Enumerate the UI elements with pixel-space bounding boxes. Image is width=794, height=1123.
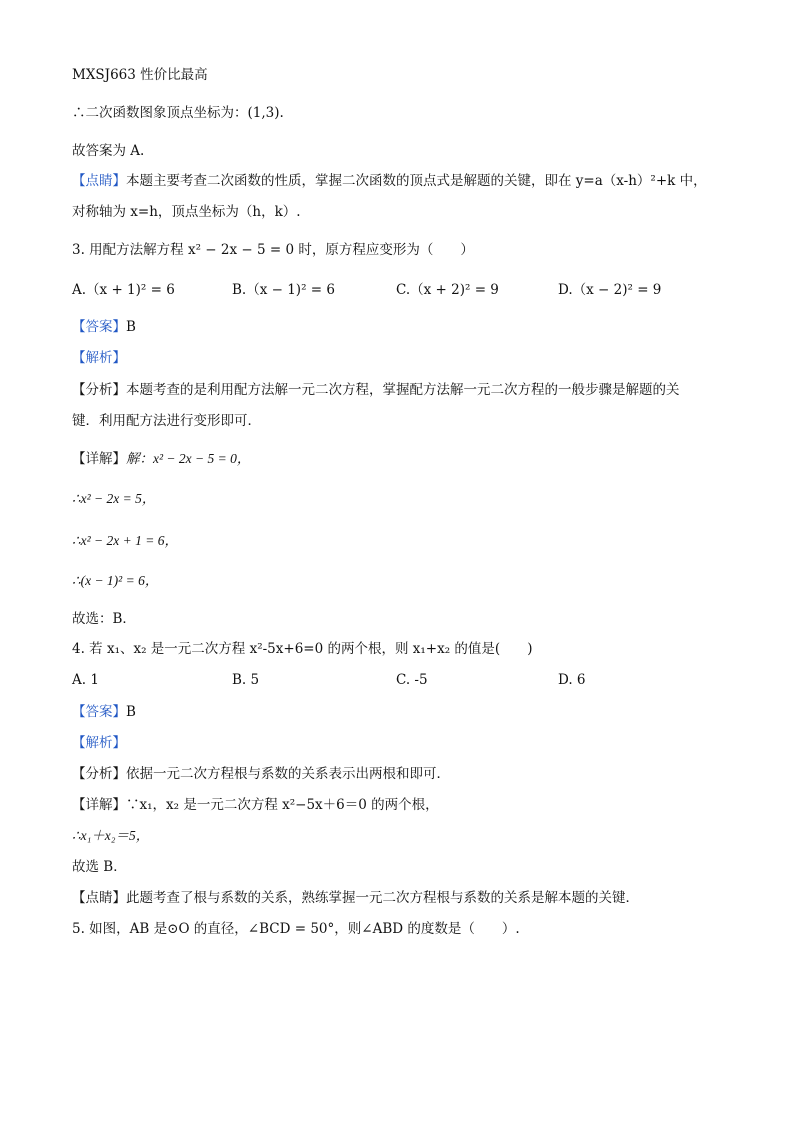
question-4-stem: 4. 若 x₁、x₂ 是一元二次方程 x²-5x+6=0 的两个根，则 x₁+x₂ 的值是( ) bbox=[72, 641, 533, 657]
q3-fenxi-continued: 键．利用配方法进行变形即可． bbox=[72, 413, 261, 429]
q3-step-1: ∴x² − 2x = 5， bbox=[72, 491, 156, 506]
q3-detail-text: 解：x² − 2x − 5 = 0， bbox=[126, 451, 251, 466]
q4-analysis bbox=[72, 734, 126, 752]
q3-step-2: ∴x² − 2x + 1 = 6， bbox=[72, 533, 178, 548]
q3-fenxi bbox=[72, 381, 680, 399]
question-5-stem: 5. 如图，AB 是⊙O 的直径，∠BCD = 50°，则∠ABD 的度数是（ ）. bbox=[72, 921, 520, 937]
q3-option-b: B.（x − 1)² = 6 bbox=[232, 282, 335, 298]
dianjing-continued: 对称轴为 x=h，顶点坐标为（h，k）. bbox=[72, 204, 301, 220]
q4-dianjing bbox=[72, 889, 639, 907]
q3-option-c: C.（x + 2)² = 9 bbox=[396, 282, 499, 298]
q3-analysis bbox=[72, 349, 126, 367]
question-3-stem: 3. 用配方法解方程 x² − 2x − 5 = 0 时，原方程应变形为（ ） bbox=[72, 242, 474, 258]
q3-choose: 故选：B． bbox=[72, 611, 136, 627]
q4-detail-text: ∵x₁，x₂ 是一元二次方程 x²−5x＋6＝0 的两个根， bbox=[126, 797, 439, 813]
q3-answer-tag: 【答案】 bbox=[72, 319, 126, 335]
q4-option-b: B. 5 bbox=[232, 672, 260, 688]
q4-option-d: D. 6 bbox=[558, 672, 586, 688]
q3-fenxi-text: 本题考查的是利用配方法解一元二次方程，掌握配方法解一元二次方程的一般步骤是解题的关 bbox=[126, 382, 680, 398]
q3-answer bbox=[72, 318, 136, 336]
q4-option-a: A. 1 bbox=[72, 672, 99, 688]
q4-step-1: ∴x₁＋x₂＝5， bbox=[72, 828, 150, 843]
q4-fenxi bbox=[72, 765, 450, 783]
q3-analysis-tag: 【解析】 bbox=[72, 350, 126, 366]
dianjing-tag: 【点睛】 bbox=[72, 173, 126, 189]
dianjing-paragraph bbox=[72, 172, 707, 190]
vertex-conclusion: ∴二次函数图象顶点坐标为：(1,3). bbox=[72, 105, 284, 121]
q3-fenxi-tag: 【分析】 bbox=[72, 382, 126, 398]
q4-choose: 故选 B． bbox=[72, 859, 127, 875]
q3-answer-value: B bbox=[126, 319, 136, 335]
q3-option-a: A.（x + 1)² = 6 bbox=[72, 282, 175, 298]
q4-dianjing-tag: 【点睛】 bbox=[72, 890, 126, 906]
q4-fenxi-text: 依据一元二次方程根与系数的关系表示出两根和即可． bbox=[126, 766, 450, 782]
q4-answer bbox=[72, 703, 136, 721]
q4-option-c: C. -5 bbox=[396, 672, 428, 688]
q3-detail bbox=[72, 450, 250, 468]
q4-detail bbox=[72, 796, 439, 814]
q4-answer-tag: 【答案】 bbox=[72, 704, 126, 720]
q4-dianjing-text: 此题考查了根与系数的关系，熟练掌握一元二次方程根与系数的关系是解本题的关键． bbox=[126, 890, 639, 906]
q4-answer-value: B bbox=[126, 704, 136, 720]
q3-step-3: ∴(x − 1)² = 6， bbox=[72, 573, 159, 588]
dianjing-text: 本题主要考查二次函数的性质，掌握二次函数的顶点式是解题的关键，即在 y=a（x-h）²+k 中， bbox=[126, 173, 707, 189]
q4-fenxi-tag: 【分析】 bbox=[72, 766, 126, 782]
q4-detail-tag: 【详解】 bbox=[72, 797, 126, 813]
q3-detail-tag: 【详解】 bbox=[72, 451, 126, 467]
q4-analysis-tag: 【解析】 bbox=[72, 735, 126, 751]
answer-line: 故答案为 A. bbox=[72, 143, 145, 159]
page-header: MXSJ663 性价比最高 bbox=[72, 67, 208, 83]
q3-option-d: D.（x − 2)² = 9 bbox=[558, 282, 662, 298]
